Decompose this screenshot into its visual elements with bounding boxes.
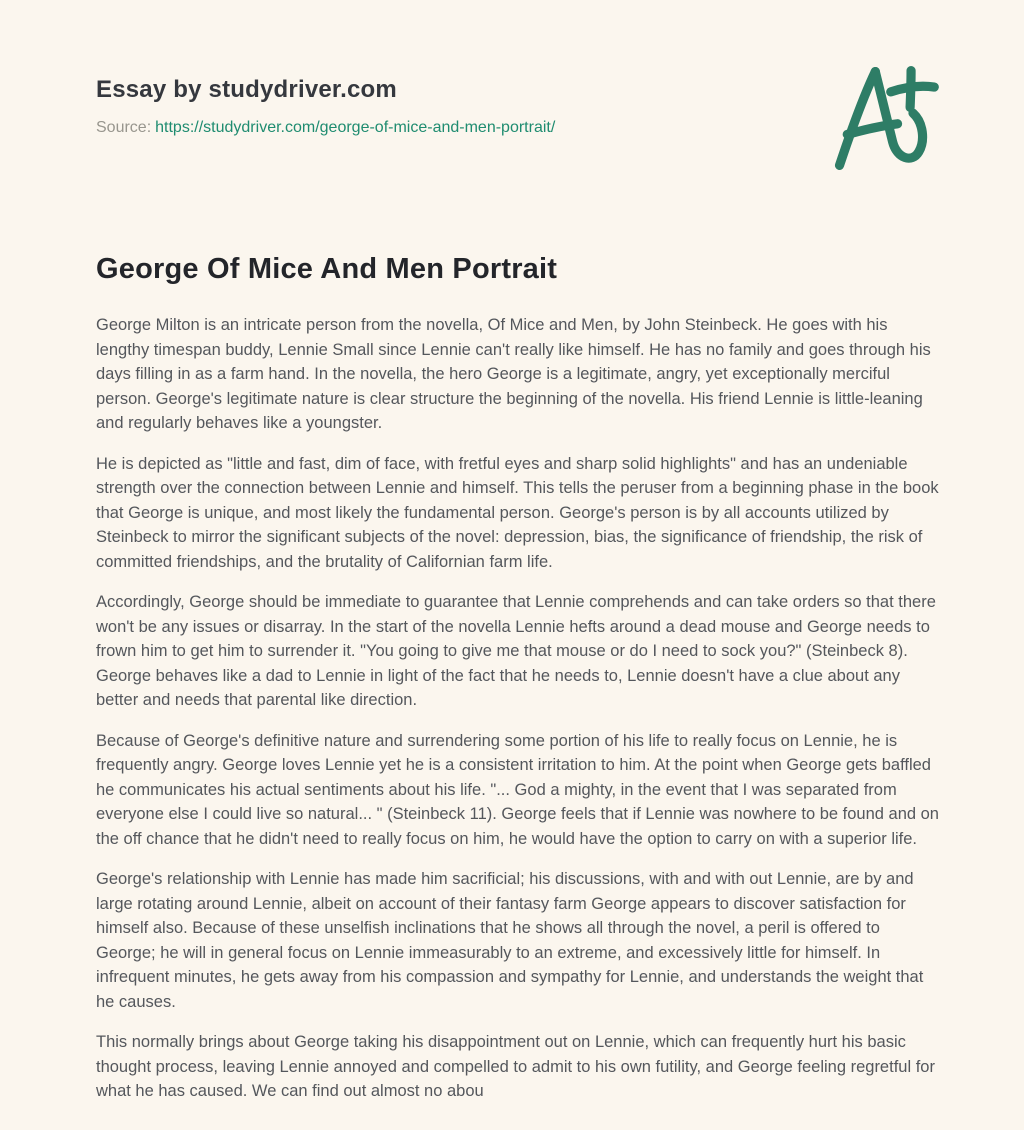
byline: Essay by studydriver.com [96,76,397,103]
essay-paragraph-4: Because of George's definitive nature and surrendering some portion of his life to really focus on Lennie, he is frequently angry. George loves Lennie yet he is a consistent irritation to him. At the point when George gets baffled he communicates his actual sentiments about his life. "... God a mighty, in the event that I was separated from everyone else I could live so natural... " (Steinbeck 11). George feels that if Lennie was nowhere to be found and on the off chance that he didn't need to really focus on him, he would have the option to carry on with a superior life. [96,731,939,848]
source-label: Source: [96,119,152,136]
page-header [96,76,940,137]
essay-paragraph-6: This normally brings about George taking his disappointment out on Lennie, which can frequently hurt his basic thought process, leaving Lennie annoyed and compelled to admit to his own futility, and George feeling regretful for what he has caused. We can find out almost no abou [96,1033,935,1100]
essay-content [96,253,940,1104]
essay-body [96,313,940,1104]
essay-title: George Of Mice And Men Portrait [96,253,558,285]
essay-paragraph-5: George's relationship with Lennie has made him sacrificial; his discussions, with and with out Lennie, are by and large rotating around Lennie, albeit on account of their fantasy farm George appears to discover satisfaction for himself also. Because of these unselfish inclinations that he shows all through the novel, a peril is offered to George; he will in general focus on Lennie immeasurably to an extreme, and excessively little for himself. In infrequent minutes, he gets away from his compassion and sympathy for Lennie, and understands the weight that he causes. [96,870,924,1011]
essay-paragraph-3: Accordingly, George should be immediate to guarantee that Lennie comprehends and can take orders so that there won't be any issues or disarray. In the start of the novella Lennie hefts around a dead mouse and George needs to frown him to get him to surrender it. "You going to give me that mouse or do I need to sock you?" (Steinbeck 8). George behaves like a dad to Lennie in light of the fact that he needs to, Lennie doesn't have a clue about any better and needs that parental like direction. [96,593,936,709]
essay-paragraph-1: George Milton is an intricate person from the novella, Of Mice and Men, by John Steinbeck. He goes with his lengthy timespan buddy, Lennie Small since Lennie can't really like himself. He has no family and goes through his days filling in as a farm hand. In the novella, the hero George is a legitimate, angry, yet exceptionally merciful person. George's legitimate nature is clear structure the beginning of the novella. His friend Lennie is little-leaning and regularly behaves like a youngster. [96,316,931,432]
source-link[interactable]: https://studydriver.com/george-of-mice-and-men-portrait/ [155,119,556,136]
studydriver-logo [826,56,942,178]
essay-paragraph-2: He is depicted as "little and fast, dim of face, with fretful eyes and sharp solid highlights" and has an undeniable strength over the connection between Lennie and himself. This tells the peruser from a beginning phase in the book that George is unique, and most likely the fundamental person. George's person is by all accounts utilized by Steinbeck to mirror the significant subjects of the novel: depression, bias, the significance of friendship, the risk of committed friendships, and the brutality of Californian farm life. [96,454,939,571]
a-plus-logo-icon [826,56,942,178]
source-line [96,119,940,137]
